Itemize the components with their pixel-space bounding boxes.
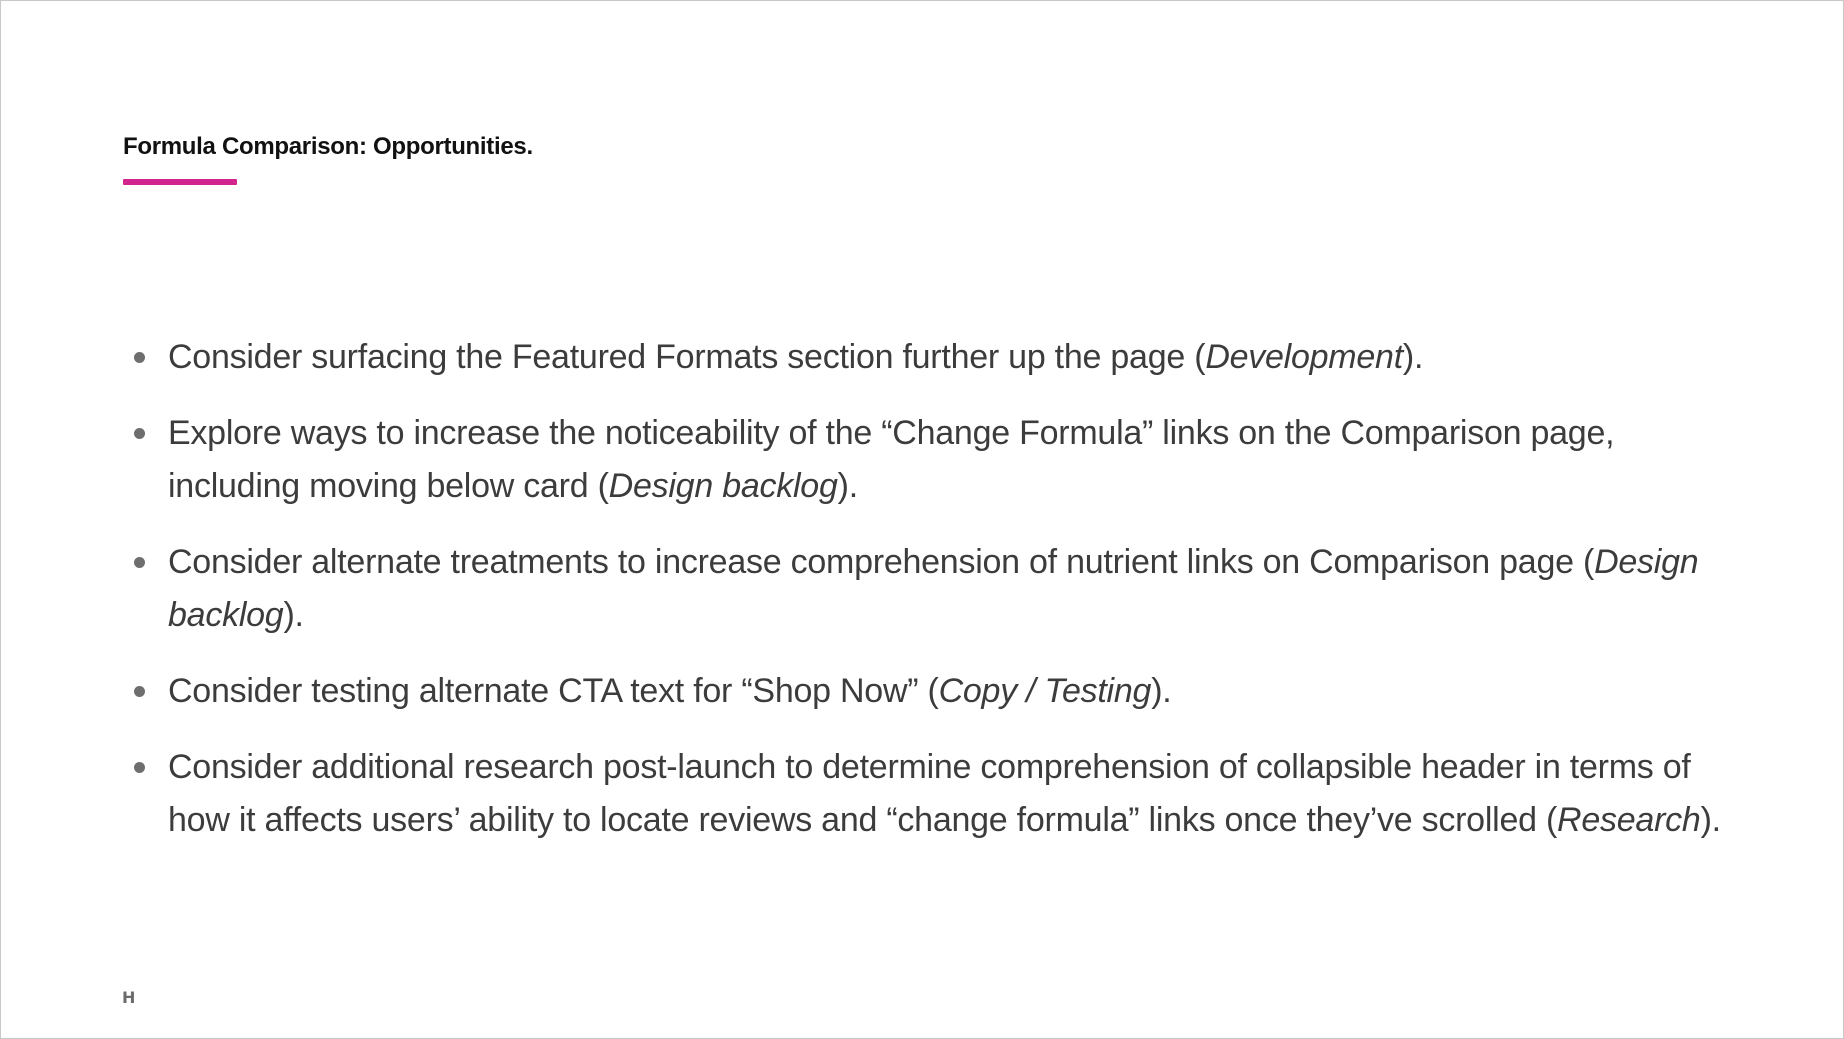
bullet-tag: Design backlog <box>168 543 1699 634</box>
bullet-text-end: ). <box>283 596 304 634</box>
bullet-text-end: ). <box>837 467 858 505</box>
bullet-text: Explore ways to increase the noticeability of the “Change Formula” links on the Comparison page, including moving below card ( <box>168 414 1615 505</box>
bullet-text: Consider testing alternate CTA text for “Shop Now” ( <box>168 672 939 710</box>
bullet-list <box>131 331 1731 870</box>
slide-title: Formula Comparison: Opportunities. <box>123 133 533 160</box>
bullet-dot-icon <box>134 557 145 568</box>
bullet-item <box>131 665 1731 718</box>
bullet-text-end: ). <box>1402 338 1424 376</box>
bullet-item <box>131 407 1731 513</box>
bullet-tag: Research <box>1557 801 1701 839</box>
bullet-tag: Development <box>1205 338 1403 376</box>
bullet-text: Consider alternate treatments to increase comprehension of nutrient links on Comparison page ( <box>168 543 1595 581</box>
bullet-dot-icon <box>134 686 145 697</box>
bullet-text: Consider additional research post-launch to determine comprehension of collapsible header in terms of how it affects users’ ability to locate reviews and “change formula” links once they’ve scrolled ( <box>168 748 1691 839</box>
bullet-text-end: ). <box>1151 672 1172 710</box>
bullet-item <box>131 536 1731 642</box>
bullet-text: Consider surfacing the Featured Formats section further up the page ( <box>168 338 1206 376</box>
bullet-item <box>131 331 1731 384</box>
bullet-tag: Design backlog <box>608 467 838 505</box>
title-accent-underline <box>123 179 237 185</box>
bullet-item <box>131 741 1731 847</box>
bullet-dot-icon <box>134 352 145 363</box>
brand-logo-icon: H <box>122 988 135 1007</box>
bullet-dot-icon <box>134 428 145 439</box>
bullet-tag: Copy / Testing <box>938 672 1152 710</box>
bullet-text-end: ). <box>1700 801 1721 839</box>
bullet-dot-icon <box>134 762 145 773</box>
